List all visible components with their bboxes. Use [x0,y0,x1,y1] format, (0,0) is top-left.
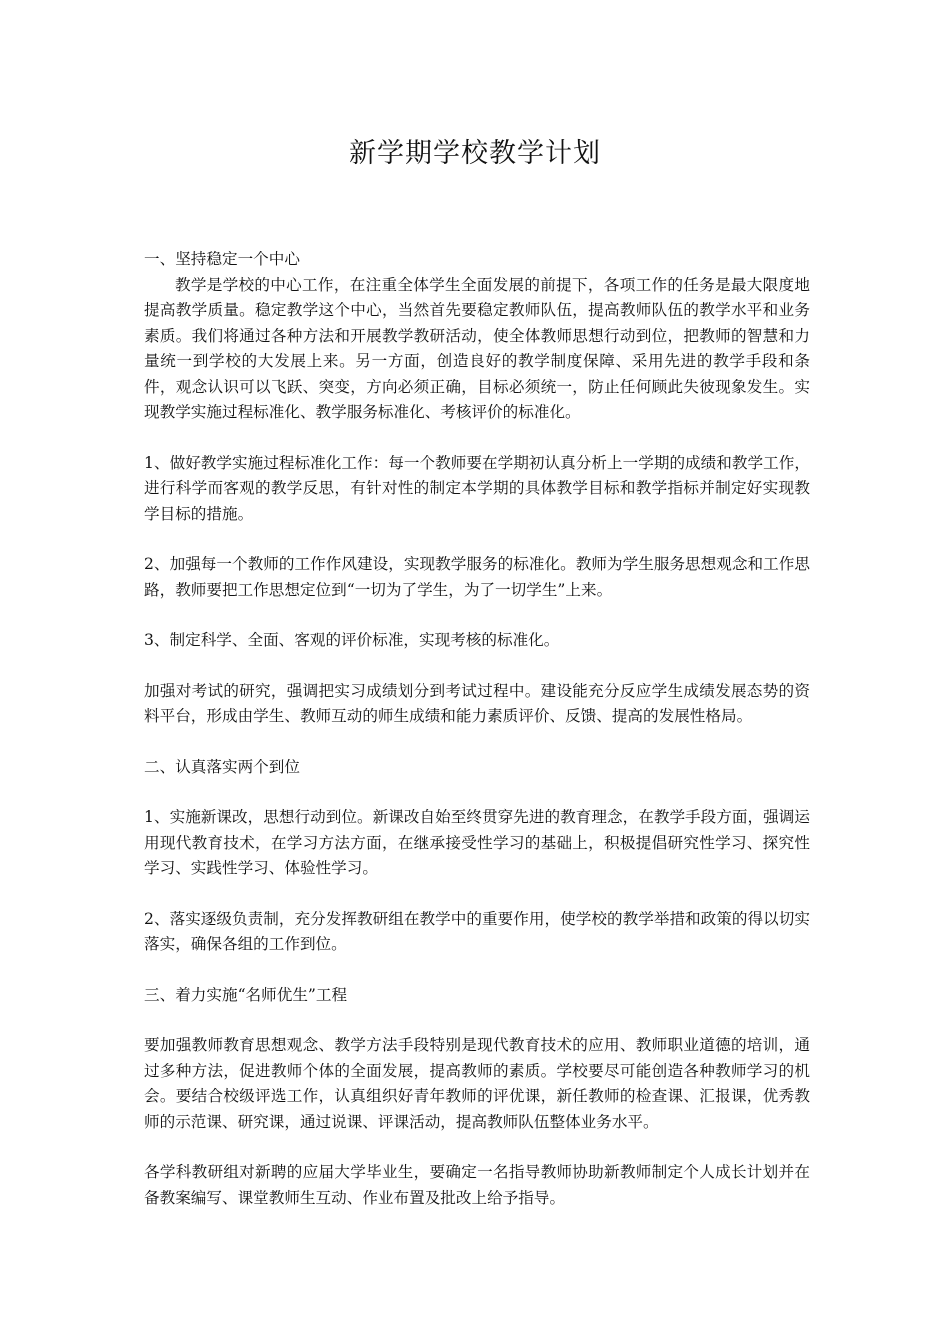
paragraph: 2、落实逐级负责制，充分发挥教研组在教学中的重要作用，使学校的教学举措和政策的得以切实落实，确保各组的工作到位。 [144,909,810,953]
paragraph: 要加强教师教育思想观念、教学方法手段特别是现代教育技术的应用、教师职业道德的培训，通过多种方法，促进教师个体的全面发展，提高教师的素质。学校要尽可能创造各种教师学习的机会。要结合校级评选工作，认真组织好青年教师的评优课，新任教师的检查课、汇报课，优秀教师的示范课、研究课，通过说课、评课活动，提高教师队伍整体业务水平。 [144,1036,810,1131]
paragraph: 加强对考试的研究，强调把实习成绩划分到考试过程中。建设能充分反应学生成绩发展态势的资料平台，形成由学生、教师互动的师生成绩和能力素质评价、反馈、提高的发展性格局。 [144,681,810,725]
paragraph: 1、实施新课改，思想行动到位。新课改自始至终贯穿先进的教育理念，在教学手段方面，强调运用现代教育技术，在学习方法方面，在继承接受性学习的基础上，积极提倡研究性学习、探究性学习、实践性学习、体验性学习。 [144,808,810,877]
paragraph: 2、加强每一个教师的工作作风建设，实现教学服务的标准化。教师为学生服务思想观念和工作思路，教师要把工作思想定位到“一切为了学生，为了一切学生”上来。 [144,555,810,599]
document-body [144,247,810,1211]
section-heading: 三、着力实施“名师优生”工程 [144,985,348,1004]
paragraph: 3、制定科学、全面、客观的评价标准，实现考核的标准化。 [144,631,560,649]
document-title: 新学期学校教学计划 [349,138,601,169]
paragraph: 1、做好教学实施过程标准化工作：每一个教师要在学期初认真分析上一学期的成绩和教学工作，进行科学而客观的教学反思，有针对性的制定本学期的具体教学目标和教学指标并制定好实现教学目标的措施。 [144,453,810,523]
section-heading: 一、坚持稳定一个中心 [144,250,300,268]
section-heading: 二、认真落实两个到位 [144,757,300,776]
paragraph: 教学是学校的中心工作，在注重全体学生全面发展的前提下，各项工作的任务是最大限度地提高教学质量。稳定教学这个中心，当然首先要稳定教师队伍，提高教师队伍的教学水平和业务素质。我们将通过各种方法和开展教学教研活动，使全体教师思想行动到位，把教师的智慧和力量统一到学校的大发展上来。另一方面，创造良好的教学制度保障、采用先进的教学手段和条件，观念认识可以飞跃、突变，方向必须正确，目标必须统一，防止任何顾此失彼现象发生。实现教学实施过程标准化、教学服务标准化、考核评价的标准化。 [144,275,810,421]
paragraph: 各学科教研组对新聘的应届大学毕业生，要确定一名指导教师协助新教师制定个人成长计划并在备教案编写、课堂教师生互动、作业布置及批改上给予指导。 [144,1163,810,1207]
